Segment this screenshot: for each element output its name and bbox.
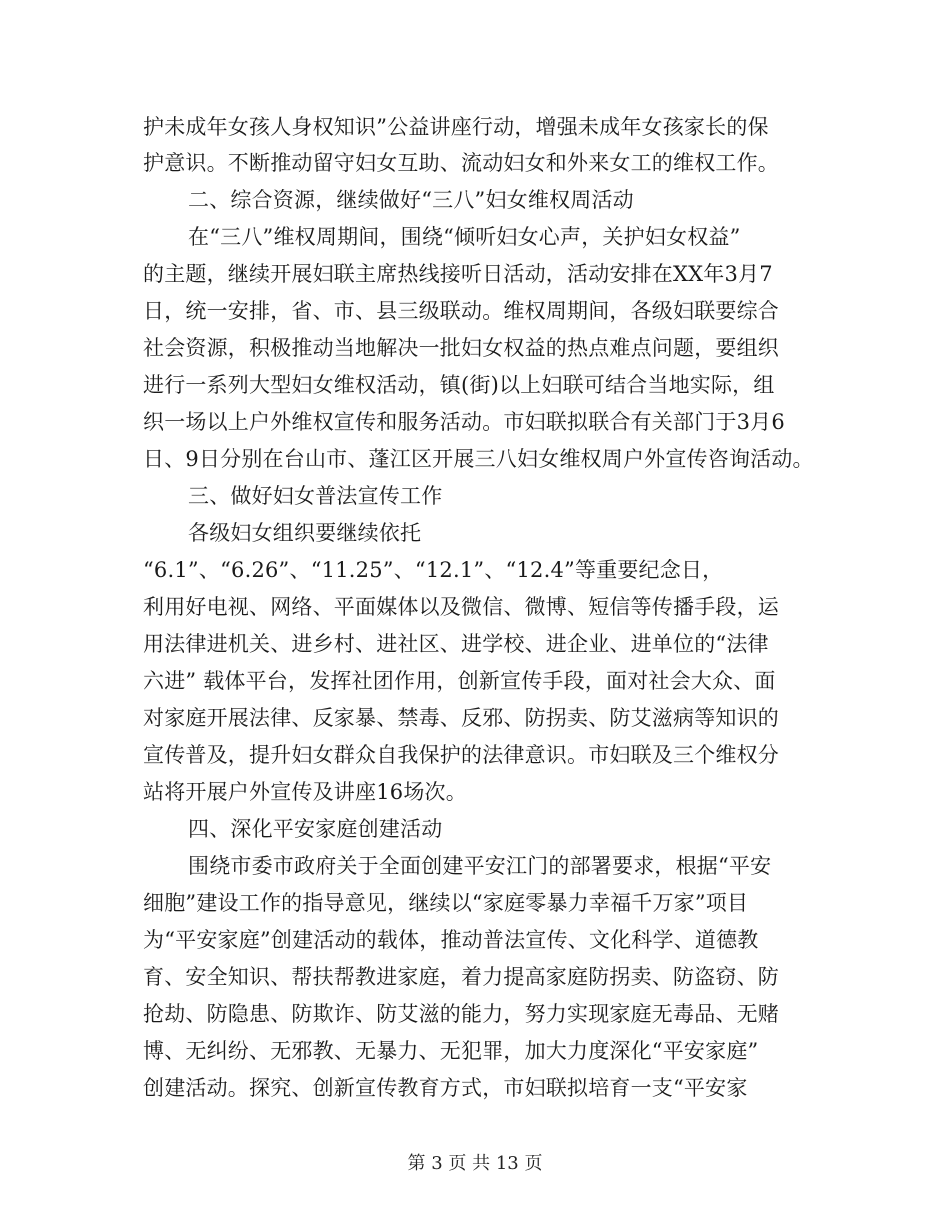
body-line: 日、9日分别在台山市、蓬江区开展三八妇女维权周户外宣传咨询活动。 <box>143 447 814 471</box>
body-line: 对家庭开展法律、反家暴、禁毒、反邪、防拐卖、防艾滋病等知识的 <box>143 706 779 730</box>
section-heading: 三、做好妇女普法宣传工作 <box>188 484 443 508</box>
body-line: 抢劫、防隐患、防欺诈、防艾滋的能力，努力实现家庭无毒品、无赌 <box>143 1002 779 1026</box>
body-line: 宣传普及，提升妇女群众自我保护的法律意识。市妇联及三个维权分 <box>143 743 779 767</box>
page-number-footer: 第 3 页 共 13 页 <box>407 1153 543 1174</box>
section-heading: 四、深化平安家庭创建活动 <box>188 817 443 841</box>
body-line: 利用好电视、网络、平面媒体以及微信、微博、短信等传播手段，运 <box>143 595 779 619</box>
body-line: 的主题，继续开展妇联主席热线接听日活动，活动安排在XX年3月7 <box>143 262 773 286</box>
body-line: 育、安全知识、帮扶帮教进家庭，着力提高家庭防拐卖、防盗窃、防 <box>143 965 779 989</box>
body-line: 博、无纠纷、无邪教、无暴力、无犯罪，加大力度深化“平安家庭” <box>143 1039 759 1063</box>
body-line: 细胞”建设工作的指导意见，继续以“家庭零暴力幸福千万家”项目 <box>143 891 749 915</box>
body-line: 用法律进机关、进乡村、进社区、进学校、进企业、进单位的“法律 <box>143 632 769 656</box>
body-line: 创建活动。探究、创新宣传教育方式，市妇联拟培育一支“平安家 <box>143 1076 748 1100</box>
body-line: 日，统一安排，省、市、县三级联动。维权周期间，各级妇联要综合 <box>143 299 779 323</box>
body-line: 社会资源，积极推动当地解决一批妇女权益的热点难点问题，要组织 <box>143 336 779 360</box>
body-line: 围绕市委市政府关于全面创建平安江门的部署要求，根据“平安 <box>188 854 772 878</box>
body-line: 各级妇女组织要继续依托 <box>188 521 422 545</box>
section-heading: 二、综合资源，继续做好“三八”妇女维权周活动 <box>188 188 634 212</box>
body-line: 护意识。不断推动留守妇女互助、流动妇女和外来女工的维权工作。 <box>143 151 779 175</box>
body-line: “6.1”、“6.26”、“11.25”、“12.1”、“12.4”等重要纪念日， <box>143 558 724 582</box>
body-line: 站将开展户外宣传及讲座16场次。 <box>143 780 467 804</box>
body-line: 织一场以上户外维权宣传和服务活动。市妇联拟联合有关部门于3月6 <box>143 410 785 434</box>
body-line: 在“三八”维权周期间，围绕“倾听妇女心声，关护妇女权益” <box>188 225 741 249</box>
body-line: 六进” 载体平台，发挥社团作用，创新宣传手段，面对社会大众、面 <box>143 669 776 693</box>
body-line: 进行一系列大型妇女维权活动，镇(街)以上妇联可结合当地实际，组 <box>143 373 775 397</box>
body-line: 为“平安家庭”创建活动的载体，推动普法宣传、文化科学、道德教 <box>143 928 759 952</box>
body-line: 护未成年女孩人身权知识”公益讲座行动，增强未成年女孩家长的保 <box>143 115 769 139</box>
